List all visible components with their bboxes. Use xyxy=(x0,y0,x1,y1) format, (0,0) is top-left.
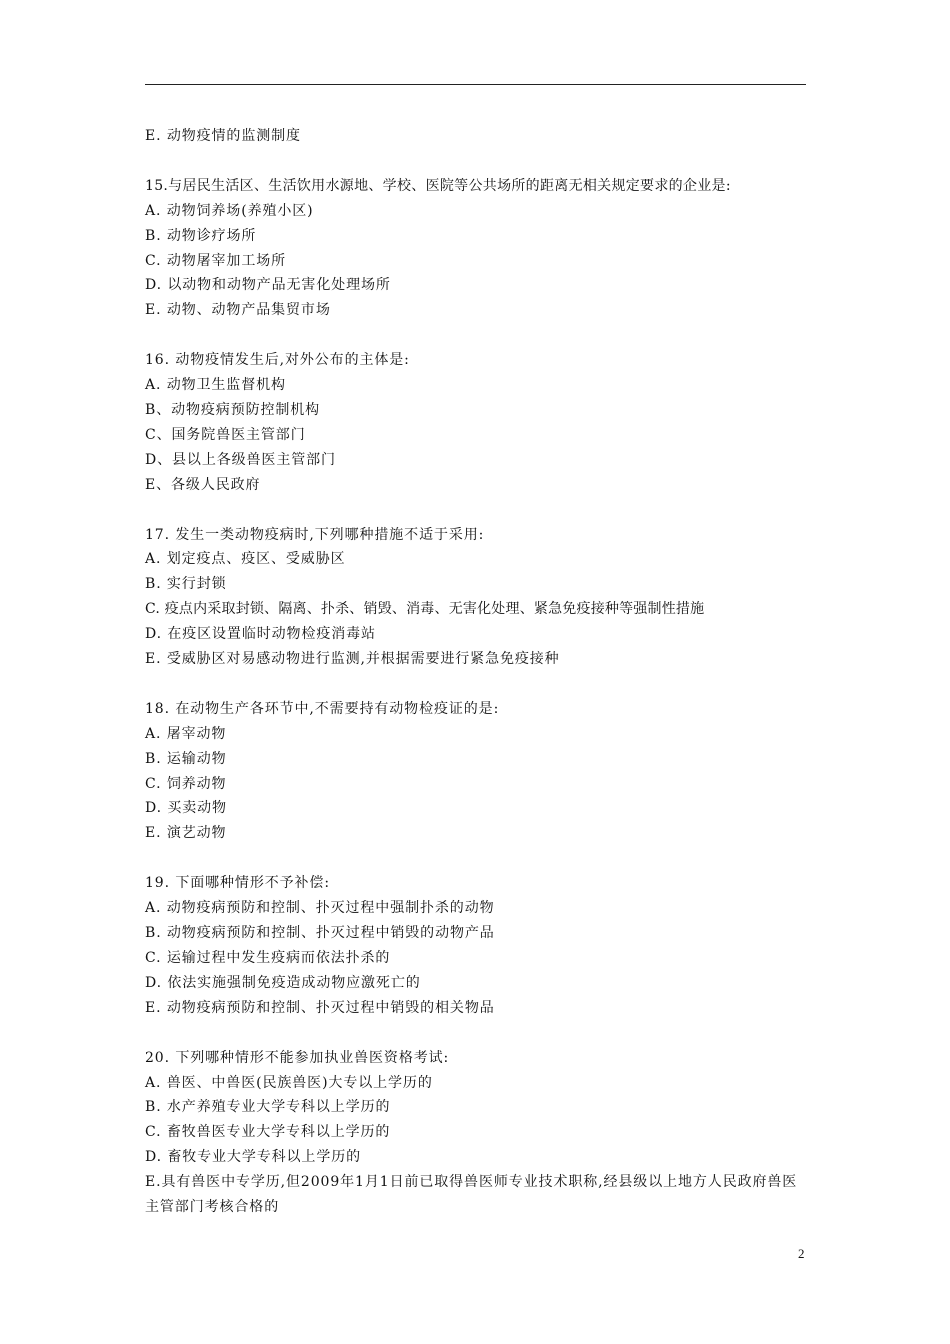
q20-stem: 20. 下列哪种情形不能参加执业兽医资格考试: xyxy=(145,1049,450,1066)
header-rule xyxy=(145,84,806,85)
q15-option-a: A. 动物饲养场(养殖小区) xyxy=(145,202,314,219)
q16-option-a: A. 动物卫生监督机构 xyxy=(145,377,286,394)
q20-option-b: B. 水产养殖专业大学专科以上学历的 xyxy=(145,1099,391,1116)
q19-option-a: A. 动物疫病预防和控制、扑灭过程中强制扑杀的动物 xyxy=(145,900,495,917)
q17-option-c: C. 疫点内采取封锁、隔离、扑杀、销毁、消毒、无害化处理、紧急免疫接种等强制性措施 xyxy=(145,601,705,618)
q17-option-e: E. 受威胁区对易感动物进行监测,并根据需要进行紧急免疫接种 xyxy=(145,651,560,668)
q20-option-e: E.具有兽医中专学历,但2009年1月1日前已取得兽医师专业技术职称,经县级以上地方人民政府兽医主管部门考核合格的 xyxy=(145,1174,798,1215)
q17-option-b: B. 实行封锁 xyxy=(145,576,227,593)
q17-stem: 17. 发生一类动物疫病时,下列哪种措施不适于采用: xyxy=(145,526,485,543)
page-number: 2 xyxy=(798,1246,805,1261)
q16-option-b: B、动物疫病预防控制机构 xyxy=(145,402,321,419)
q19-option-b: B. 动物疫病预防和控制、扑灭过程中销毁的动物产品 xyxy=(145,925,495,942)
q20-option-a: A. 兽医、中兽医(民族兽医)大专以上学历的 xyxy=(145,1074,433,1091)
q18-stem: 18. 在动物生产各环节中,不需要持有动物检疫证的是: xyxy=(145,700,500,717)
q17-option-d: D. 在疫区设置临时动物检疫消毒站 xyxy=(145,626,376,643)
q20-option-c: C. 畜牧兽医专业大学专科以上学历的 xyxy=(145,1124,391,1141)
q15-option-d: D. 以动物和动物产品无害化处理场所 xyxy=(145,277,391,294)
q16-option-d: D、县以上各级兽医主管部门 xyxy=(145,451,336,468)
q15-option-e: E. 动物、动物产品集贸市场 xyxy=(145,302,331,319)
q15-option-b: B. 动物诊疗场所 xyxy=(145,227,257,244)
q18-option-a: A. 屠宰动物 xyxy=(145,725,227,742)
q19-option-d: D. 依法实施强制免疫造成动物应激死亡的 xyxy=(145,974,421,991)
q19-option-e: E. 动物疫病预防和控制、扑灭过程中销毁的相关物品 xyxy=(145,999,495,1016)
q18-option-b: B. 运输动物 xyxy=(145,750,227,767)
q19-option-c: C. 运输过程中发生疫病而依法扑杀的 xyxy=(145,949,391,966)
q16-option-e: E、各级人民政府 xyxy=(145,476,261,493)
q18-option-c: C. 饲养动物 xyxy=(145,775,227,792)
q19-stem: 19. 下面哪种情形不予补偿: xyxy=(145,875,330,892)
q16-option-c: C、国务院兽医主管部门 xyxy=(145,426,306,443)
page-content xyxy=(145,124,810,1220)
q14-option-e: E. 动物疫情的监测制度 xyxy=(145,128,301,144)
q16-stem: 16. 动物疫情发生后,对外公布的主体是: xyxy=(145,352,410,369)
q20-option-d: D. 畜牧专业大学专科以上学历的 xyxy=(145,1149,362,1166)
q17-option-a: A. 划定疫点、疫区、受威胁区 xyxy=(145,551,346,568)
q18-option-d: D. 买卖动物 xyxy=(145,800,227,817)
q15-stem: 15.与居民生活区、生活饮用水源地、学校、医院等公共场所的距离无相关规定要求的企业是: xyxy=(145,177,731,194)
q15-option-c: C. 动物屠宰加工场所 xyxy=(145,252,287,269)
q18-option-e: E. 演艺动物 xyxy=(145,825,227,842)
